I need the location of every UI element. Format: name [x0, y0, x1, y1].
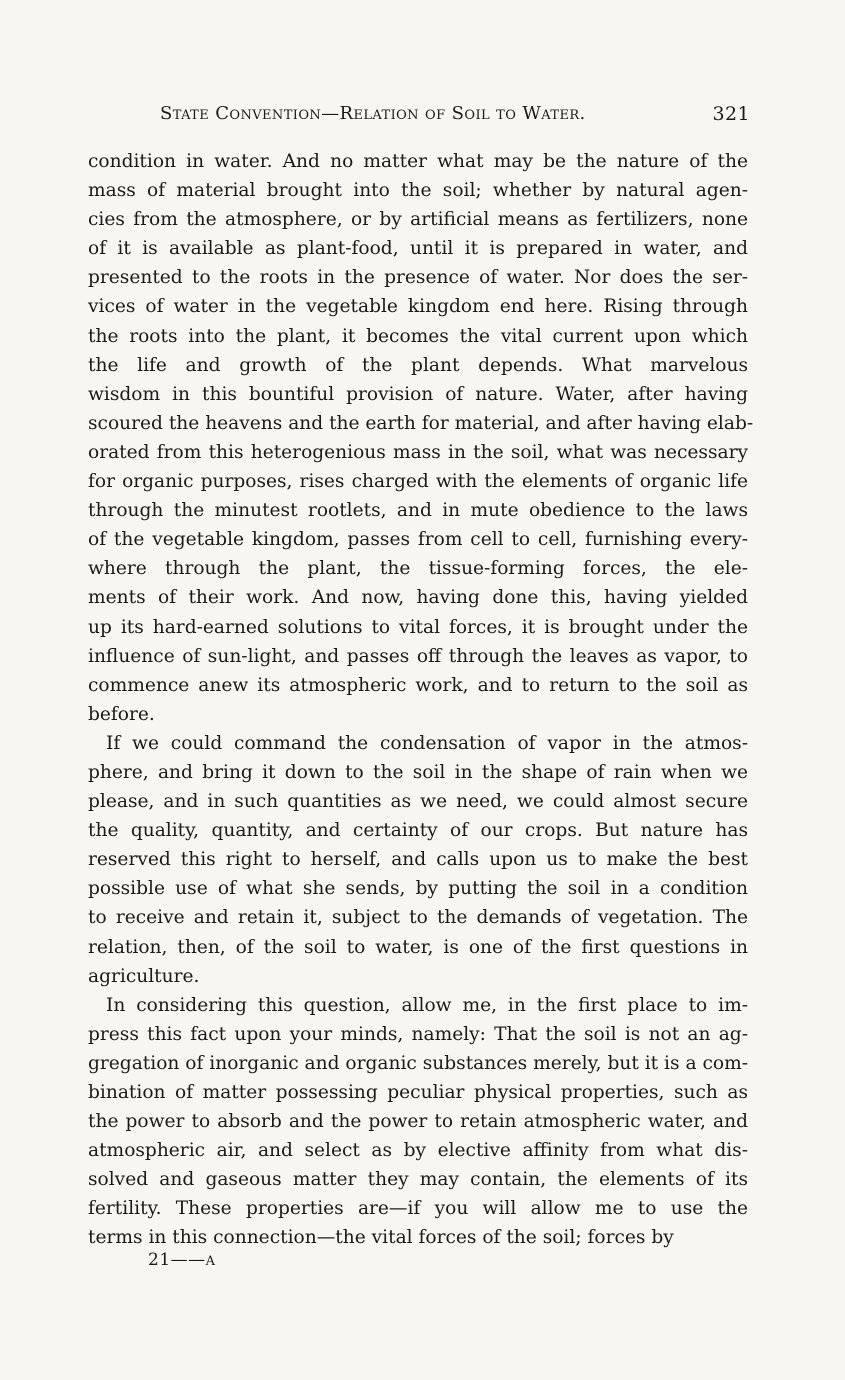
signature-letter: A [205, 1254, 216, 1269]
text-line: ments of their work. And now, having done this, having yielded [88, 587, 748, 609]
paragraph [88, 991, 748, 1253]
text-line: for organic purposes, rises charged with the elements of organic life [88, 471, 748, 493]
text-line: agriculture. [88, 965, 200, 987]
text-line: orated from this heterogenious mass in the soil, what was necessary [88, 441, 748, 463]
paragraph [88, 729, 748, 991]
text-line: gregation of inorganic and organic substances merely, but it is a com- [88, 1052, 748, 1074]
text-line: phere, and bring it down to the soil in the shape of rain when we [88, 761, 748, 783]
text-line: through the minutest rootlets, and in mute obedience to the laws [88, 500, 748, 522]
text-line: up its hard-earned solutions to vital forces, it is brought under the [88, 616, 748, 638]
text-line: please, and in such quantities as we need, we could almost secure [88, 791, 748, 813]
text-line: terms in this connection—the vital forces of the soil; forces by [88, 1227, 674, 1249]
text-line: presented to the roots in the presence of water. Nor does the ser- [88, 267, 748, 289]
text-line: solved and gaseous matter they may contain, the elements of its [88, 1169, 748, 1191]
text-line: In considering this question, allow me, in the first place to im- [106, 994, 748, 1016]
text-line: commence anew its atmospheric work, and to return to the soil as [88, 674, 748, 696]
body-text [88, 147, 754, 1253]
text-line: fertility. These properties are—if you will allow me to use the [88, 1198, 748, 1220]
page-number: 321 [712, 103, 750, 125]
text-line: the roots into the plant, it becomes the vital current upon which [88, 325, 748, 347]
text-line: of it is available as plant-food, until it is prepared in water, and [88, 238, 748, 260]
text-line: of the vegetable kingdom, passes from cell to cell, furnishing every- [88, 529, 748, 551]
text-line: the life and growth of the plant depends. What marvelous [88, 354, 748, 376]
text-line: vices of water in the vegetable kingdom end here. Rising through [88, 296, 748, 318]
text-line: before. [88, 703, 155, 725]
paragraph [88, 147, 754, 729]
text-line: wisdom in this bountiful provision of nature. Water, after having [88, 383, 748, 405]
text-line: where through the plant, the tissue-forming forces, the ele- [88, 558, 748, 580]
text-line: condition in water. And no matter what may be the nature of the [88, 151, 748, 172]
text-line: possible use of what she sends, by putting the soil in a condition [88, 878, 748, 900]
text-line: to receive and retain it, subject to the demands of vegetation. The [88, 907, 748, 929]
text-line: influence of sun-light, and passes off through the leaves as vapor, to [88, 645, 748, 667]
text-line: bination of matter possessing peculiar physical properties, such as [88, 1082, 748, 1103]
text-line: atmospheric air, and select as by elective affinity from what dis- [88, 1140, 748, 1162]
text-line: cies from the atmosphere, or by artificial means as fertilizers, none [88, 209, 748, 231]
running-head [160, 103, 750, 131]
text-line: press this fact upon your minds, namely: That the soil is not an ag- [88, 1023, 748, 1045]
text-line: the power to absorb and the power to retain atmospheric water, and [88, 1111, 748, 1133]
signature-mark [148, 1250, 216, 1270]
text-line: reserved this right to herself, and calls upon us to make the best [88, 849, 748, 871]
running-title: State Convention—Relation of Soil to Water. [160, 103, 586, 124]
text-line: If we could command the condensation of vapor in the atmos- [106, 732, 748, 754]
text-line: relation, then, of the soil to water, is one of the first questions in [88, 936, 748, 958]
signature-number: 21—— [148, 1250, 206, 1270]
text-line: the quality, quantity, and certainty of our crops. But nature has [88, 820, 748, 842]
text-line: mass of material brought into the soil; whether by natural agen- [88, 180, 748, 202]
text-line: scoured the heavens and the earth for material, and after having elab- [88, 412, 754, 434]
